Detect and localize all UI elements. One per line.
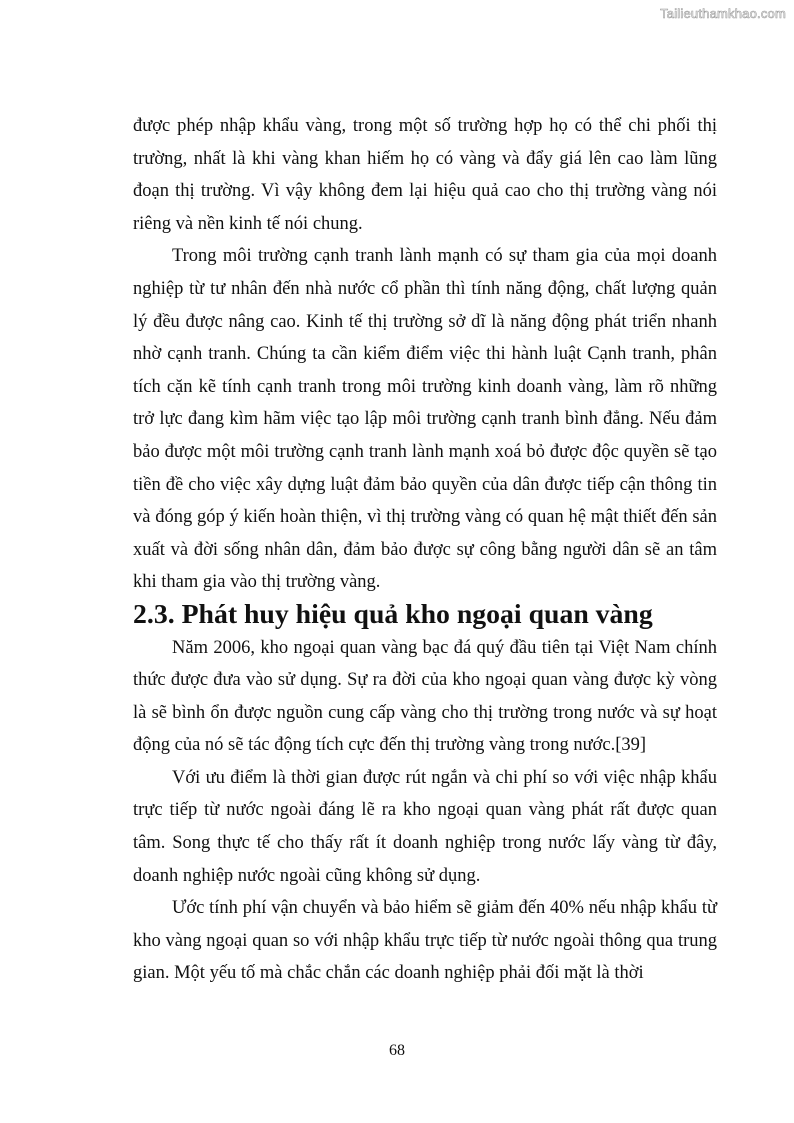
watermark-text: Tailieuthamkhao.com	[660, 6, 786, 21]
section-paragraph-bonded-warehouse: Năm 2006, kho ngoại quan vàng bạc đá quý đầu tiên tại Việt Nam chính thức được đưa vào sử dụng. Sự ra đời của kho ngoại quan vàng được kỳ vòng là sẽ bình ổn được nguồn cung cấp vàng cho thị trường trong nước và sự hoạt động của nó sẽ tác động tích cực đến thị trường vàng trong nước.[39]	[133, 637, 717, 756]
section-paragraph-advantages: Với ưu điểm là thời gian được rút ngắn và chi phí so với việc nhập khẩu trực tiếp từ nước ngoài đáng lẽ ra kho ngoại quan vàng phát rất được quan tâm. Song thực tế cho thấy rất ít doanh nghiệp trong nước lấy vàng từ đây, doanh nghiệp nước ngoài cũng không sử dụng.	[133, 767, 717, 886]
page-body	[133, 110, 717, 990]
body-paragraph-continued: được phép nhập khẩu vàng, trong một số trường hợp họ có thể chi phối thị trường, nhất là khi vàng khan hiếm họ có vàng và đẩy giá lên cao làm lũng đoạn thị trường. Vì vậy không đem lại hiệu quả cao cho thị trường vàng nói riêng và nền kinh tế nói chung.	[133, 116, 717, 234]
section-paragraph-costs: Ước tính phí vận chuyển và bảo hiểm sẽ giảm đến 40% nếu nhập khẩu từ kho vàng ngoại quan so với nhập khẩu trực tiếp từ nước ngoài thông qua trung gian. Một yếu tố mà chắc chắn các doanh nghiệp phải đối mặt là thời	[133, 898, 717, 984]
section-heading: 2.3. Phát huy hiệu quả kho ngoại quan vàng	[133, 598, 653, 630]
page-number: 68	[389, 1042, 405, 1059]
body-paragraph-competition: Trong môi trường cạnh tranh lành mạnh có sự tham gia của mọi doanh nghiệp từ tư nhân đến nhà nước cổ phần thì tính năng động, chất lượng quản lý đều được nâng cao. Kinh tế thị trường sở dĩ là năng động phát triển nhanh nhờ cạnh tranh. Chúng ta cần kiểm điểm việc thi hành luật Cạnh tranh, phân tích cặn kẽ tính cạnh tranh trong môi trường kinh doanh vàng, làm rõ những trở lực đang kìm hãm việc tạo lập môi trường cạnh tranh bình đẳng. Nếu đảm bảo được một môi trường cạnh tranh lành mạnh xoá bỏ được độc quyền sẽ tạo tiền đề cho việc xây dựng luật đảm bảo quyền của dân được tiếp cận thông tin và đóng góp ý kiến hoàn thiện, vì thị trường vàng có quan hệ mật thiết đến sản xuất và đời sống nhân dân, đảm bảo được sự công bằng người dân sẽ an tâm khi tham gia vào thị trường vàng.	[133, 246, 717, 593]
